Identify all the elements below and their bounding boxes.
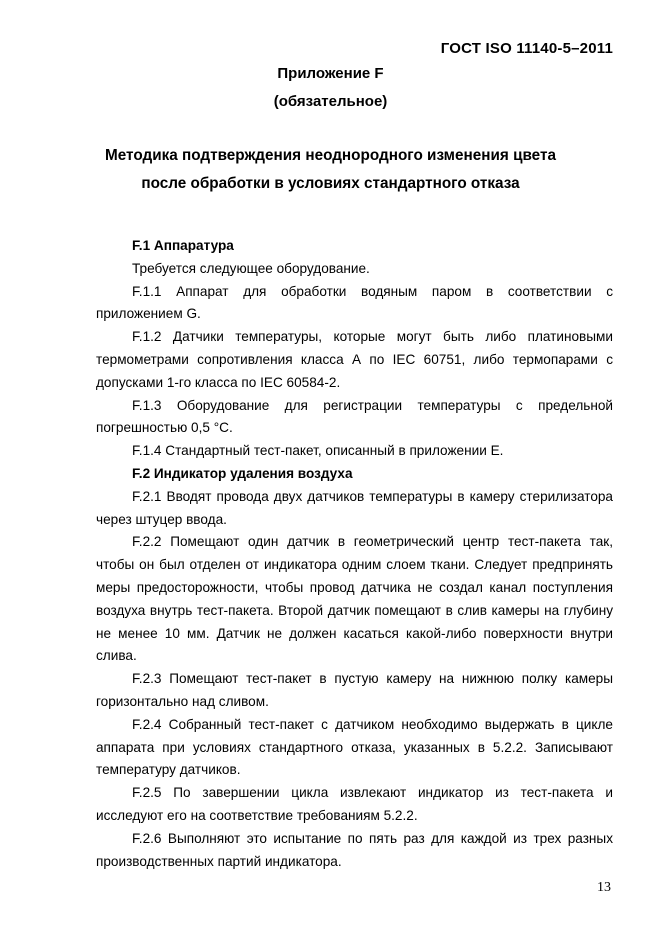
method-title-line2: после обработки в условиях стандартного отказа — [141, 175, 520, 192]
section-heading-apparatus: F.1 Аппаратура — [132, 238, 234, 253]
document-body — [96, 235, 613, 873]
annex-status: (обязательное) — [273, 93, 388, 110]
paragraph-f-2-6: F.2.6 Выполняют это испытание по пять раз для каждой из трех разных производственных партий индикатора. — [96, 830, 613, 869]
method-title-line1: Методика подтверждения неоднородного изменения цвета — [105, 147, 556, 164]
paragraph-f-2-2: F.2.2 Помещают один датчик в геометрический центр тест-пакета так, чтобы он был отделен от индикатора одним слоем ткани. Следует предпринять меры предосторожности, чтобы провод датчика не создал канал поступления воздуха внутрь тест-пакета. Второй датчик помещают в слив камеры на глубину не менее 10 мм. Датчик не должен касаться какой-либо поверхности внутри слива. — [96, 534, 613, 664]
standard-header: ГОСТ ISO 11140-5–2011 — [440, 40, 613, 57]
paragraph-f-1-1: F.1.1 Аппарат для обработки водяным паром в соответствии с приложением G. — [96, 283, 613, 322]
paragraph-f-2-5: F.2.5 По завершении цикла извлекают индикатор из тест-пакета и исследуют его на соответствие требованиям 5.2.2. — [96, 785, 613, 823]
paragraph-f-1-4: F.1.4 Стандартный тест-пакет, описанный в приложении Е. — [132, 443, 504, 459]
paragraph-f-1-2: F.1.2 Датчики температуры, которые могут быть либо платиновыми термометрами сопротивления класса А по IEC 60751, либо термопарами с допусками 1-го класса по IEC 60584-2. — [96, 329, 613, 390]
paragraph-f-2-4: F.2.4 Собранный тест-пакет с датчиком необходимо выдержать в цикле аппарата при условиях стандартного отказа, указанных в 5.2.2. Записывают температуру датчиков. — [96, 716, 613, 778]
paragraph-f-2-3: F.2.3 Помещают тест-пакет в пустую камеру на нижнюю полку камеры горизонтально над сливом. — [96, 671, 613, 709]
paragraph-equipment-intro: Требуется следующее оборудование. — [132, 260, 370, 276]
paragraph-f-1-3: F.1.3 Оборудование для регистрации температуры с предельной погрешностью 0,5 °С. — [96, 397, 613, 436]
annex-title: Приложение F — [277, 65, 384, 82]
paragraph-f-2-1: F.2.1 Вводят провода двух датчиков температуры в камеру стерилизатора через штуцер ввода. — [96, 488, 613, 527]
page-number: 13 — [597, 880, 611, 895]
section-heading-air-removal: F.2 Индикатор удаления воздуха — [132, 465, 353, 481]
